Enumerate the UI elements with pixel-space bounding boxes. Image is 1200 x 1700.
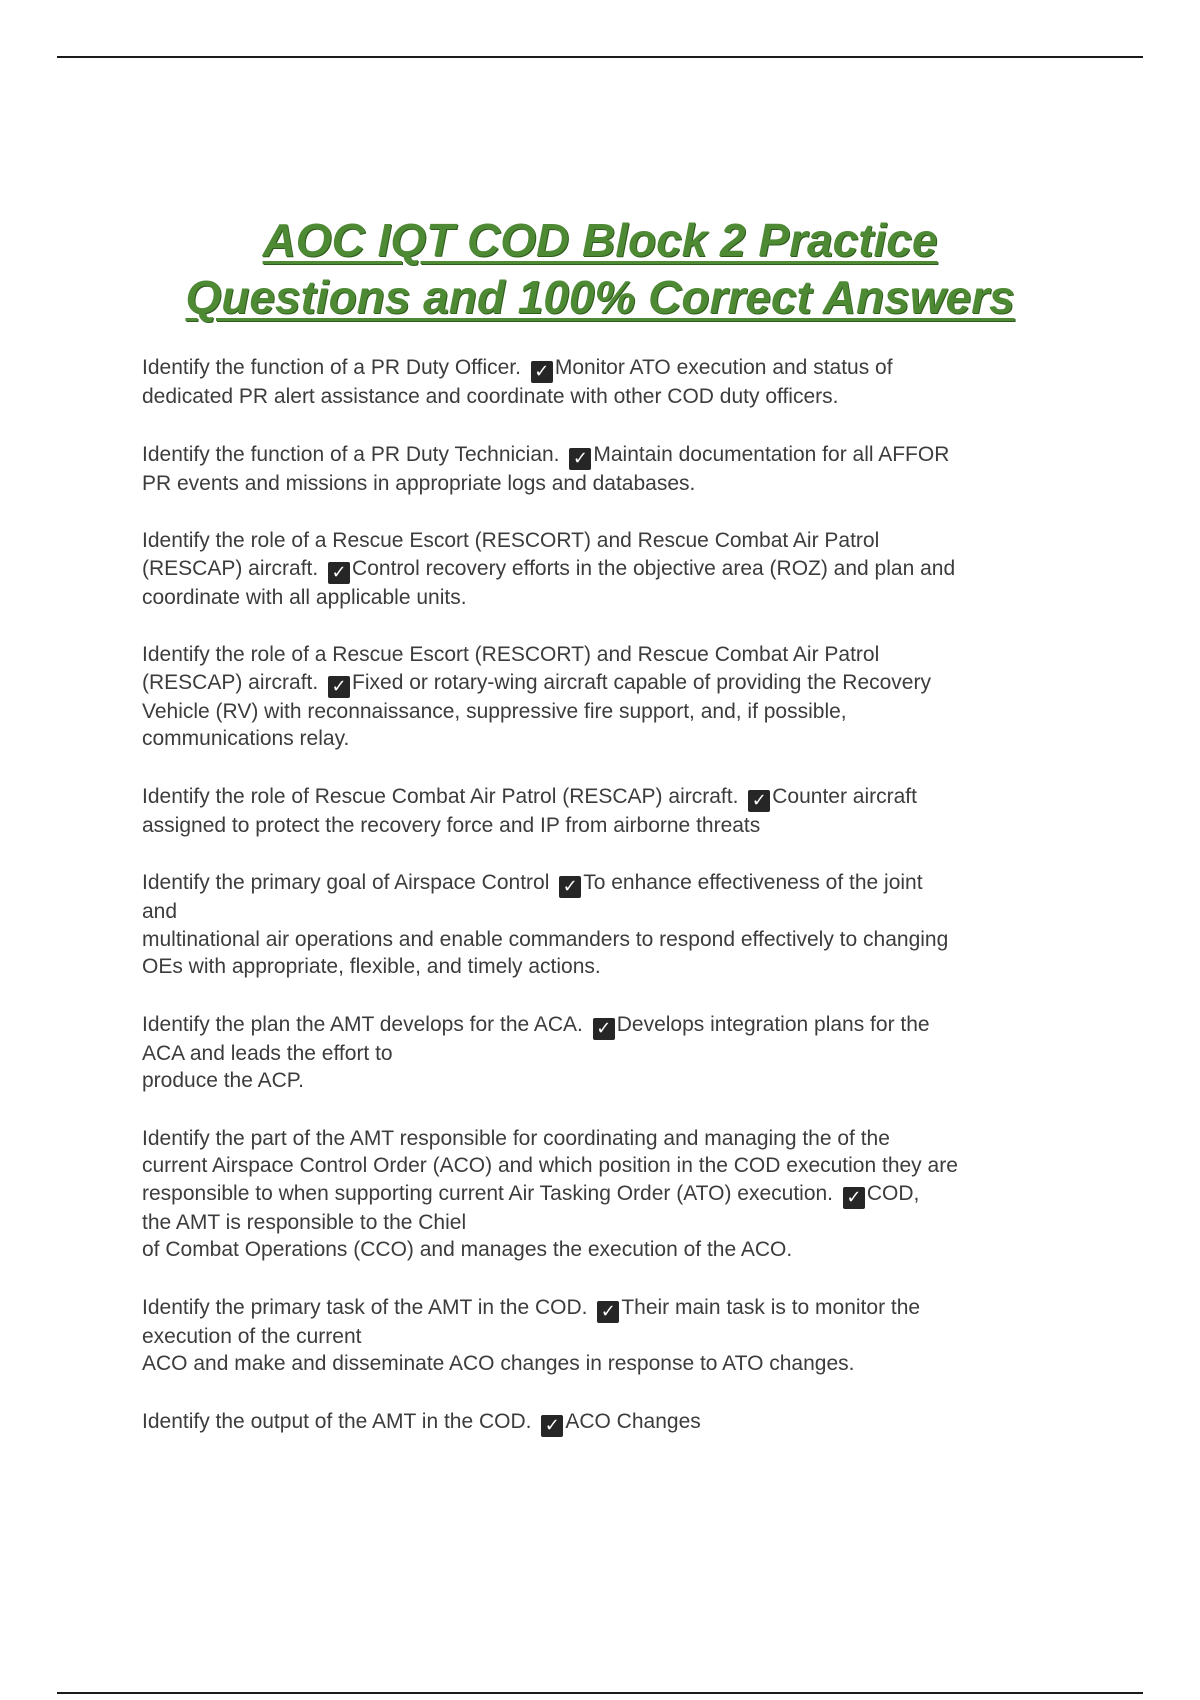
check-box-icon: ✓ xyxy=(559,876,581,898)
qa-line xyxy=(142,1294,1070,1323)
answer-text: To enhance effectiveness of the joint xyxy=(583,871,923,894)
check-box-icon: ✓ xyxy=(597,1301,619,1323)
qa-line xyxy=(142,698,1070,726)
question-text: (RESCAP) aircraft. xyxy=(142,670,319,694)
qa-line xyxy=(142,1323,1070,1351)
line-text: assigned to protect the recovery force and IP from airborne threats xyxy=(142,813,761,837)
qa-line xyxy=(142,584,1070,612)
qa-line xyxy=(142,1067,1070,1095)
check-box-icon: ✓ xyxy=(328,676,350,698)
qa-item xyxy=(142,641,1070,753)
question-text: Identify the plan the AMT develops for the ACA. xyxy=(142,1012,583,1036)
qa-item xyxy=(142,1408,1070,1437)
qa-line xyxy=(142,1011,1070,1040)
qa-line xyxy=(142,1040,1070,1068)
qa-list xyxy=(142,354,1070,1467)
question-text: Identify the output of the AMT in the COD. xyxy=(142,1409,532,1433)
qa-line xyxy=(142,1152,1070,1180)
question-text: (RESCAP) aircraft. xyxy=(142,556,319,580)
qa-line xyxy=(142,1180,1070,1209)
check-box-icon: ✓ xyxy=(541,1415,563,1437)
qa-line xyxy=(142,898,1070,926)
qa-line xyxy=(142,1236,1070,1264)
qa-line xyxy=(142,555,1070,584)
line-text: PR events and missions in appropriate logs and databases. xyxy=(142,471,696,495)
qa-item xyxy=(142,527,1070,611)
qa-line xyxy=(142,527,1070,555)
check-box-icon: ✓ xyxy=(843,1187,865,1209)
question-text: responsible to when supporting current Air Tasking Order (ATO) execution. xyxy=(142,1181,834,1205)
bottom-rule xyxy=(57,1692,1143,1694)
answer-text: Monitor ATO execution and status of xyxy=(554,356,893,379)
check-box-icon: ✓ xyxy=(593,1018,615,1040)
qa-line xyxy=(142,641,1070,669)
question-text: Identify the primary goal of Airspace Control xyxy=(142,871,550,894)
qa-item xyxy=(142,1294,1070,1378)
qa-line xyxy=(142,953,1070,981)
line-text: ACO and make and disseminate ACO changes in response to ATO changes. xyxy=(142,1352,855,1375)
line-text: execution of the current xyxy=(142,1324,362,1348)
check-box-icon: ✓ xyxy=(328,562,350,584)
line-text: OEs with appropriate, flexible, and timely actions. xyxy=(142,955,601,978)
line-text: current Airspace Control Order (ACO) and which position in the COD execution they are xyxy=(142,1154,958,1177)
line-text: of Combat Operations (CCO) and manages the execution of the ACO. xyxy=(142,1238,793,1261)
top-rule xyxy=(57,56,1143,58)
qa-item xyxy=(142,354,1070,411)
question-text: Identify the role of Rescue Combat Air Patrol (RESCAP) aircraft. xyxy=(142,784,739,808)
answer-text: Fixed or rotary-wing aircraft capable of providing the Recovery xyxy=(352,670,931,694)
qa-line xyxy=(142,470,1070,498)
qa-line xyxy=(142,1125,1070,1153)
check-box-icon: ✓ xyxy=(569,448,591,470)
qa-line xyxy=(142,354,1070,383)
answer-text: Develops integration plans for the xyxy=(616,1012,930,1036)
qa-line xyxy=(142,1408,1070,1437)
qa-line xyxy=(142,812,1070,840)
qa-item xyxy=(142,869,1070,981)
line-text: coordinate with all applicable units. xyxy=(142,585,467,609)
qa-line xyxy=(142,1209,1070,1237)
line-text: Vehicle (RV) with reconnaissance, suppressive fire support, and, if possible, xyxy=(142,699,847,723)
answer-text: COD, xyxy=(866,1181,920,1205)
answer-text: Maintain documentation for all AFFOR xyxy=(593,442,950,466)
qa-line xyxy=(142,725,1070,753)
qa-line xyxy=(142,441,1070,470)
qa-line xyxy=(142,383,1070,411)
answer-text: ACO Changes xyxy=(565,1409,701,1433)
document-title xyxy=(100,212,1100,326)
answer-text: Their main task is to monitor the xyxy=(621,1295,921,1319)
qa-item xyxy=(142,783,1070,840)
qa-line xyxy=(142,1350,1070,1378)
qa-line xyxy=(142,783,1070,812)
line-text: produce the ACP. xyxy=(142,1069,304,1092)
question-text: Identify the function of a PR Duty Officer. xyxy=(142,356,521,379)
line-text: Identify the role of a Rescue Escort (RESCORT) and Rescue Combat Air Patrol xyxy=(142,643,880,666)
line-text: multinational air operations and enable commanders to respond effectively to changing xyxy=(142,927,949,951)
line-text: and xyxy=(142,900,178,923)
check-box-icon: ✓ xyxy=(531,361,553,383)
question-text: Identify the function of a PR Duty Technician. xyxy=(142,442,560,466)
answer-text: Control recovery efforts in the objective area (ROZ) and plan and xyxy=(352,556,956,580)
qa-item xyxy=(142,1125,1070,1264)
qa-item xyxy=(142,441,1070,498)
qa-line xyxy=(142,926,1070,954)
line-text: communications relay. xyxy=(142,727,350,750)
line-text: Identify the role of a Rescue Escort (RESCORT) and Rescue Combat Air Patrol xyxy=(142,529,880,552)
qa-item xyxy=(142,1011,1070,1095)
qa-line xyxy=(142,669,1070,698)
line-text: dedicated PR alert assistance and coordinate with other COD duty officers. xyxy=(142,385,839,408)
line-text: Identify the part of the AMT responsible for coordinating and managing the of the xyxy=(142,1126,890,1150)
title-line-1: AOC IQT COD Block 2 Practice xyxy=(262,214,938,266)
question-text: Identify the primary task of the AMT in the COD. xyxy=(142,1295,588,1319)
line-text: the AMT is responsible to the Chiel xyxy=(142,1210,467,1234)
check-box-icon: ✓ xyxy=(748,790,770,812)
answer-text: Counter aircraft xyxy=(772,784,917,808)
qa-line xyxy=(142,869,1070,898)
line-text: ACA and leads the effort to xyxy=(142,1041,393,1065)
title-line-2: Questions and 100% Correct Answers xyxy=(185,271,1015,323)
